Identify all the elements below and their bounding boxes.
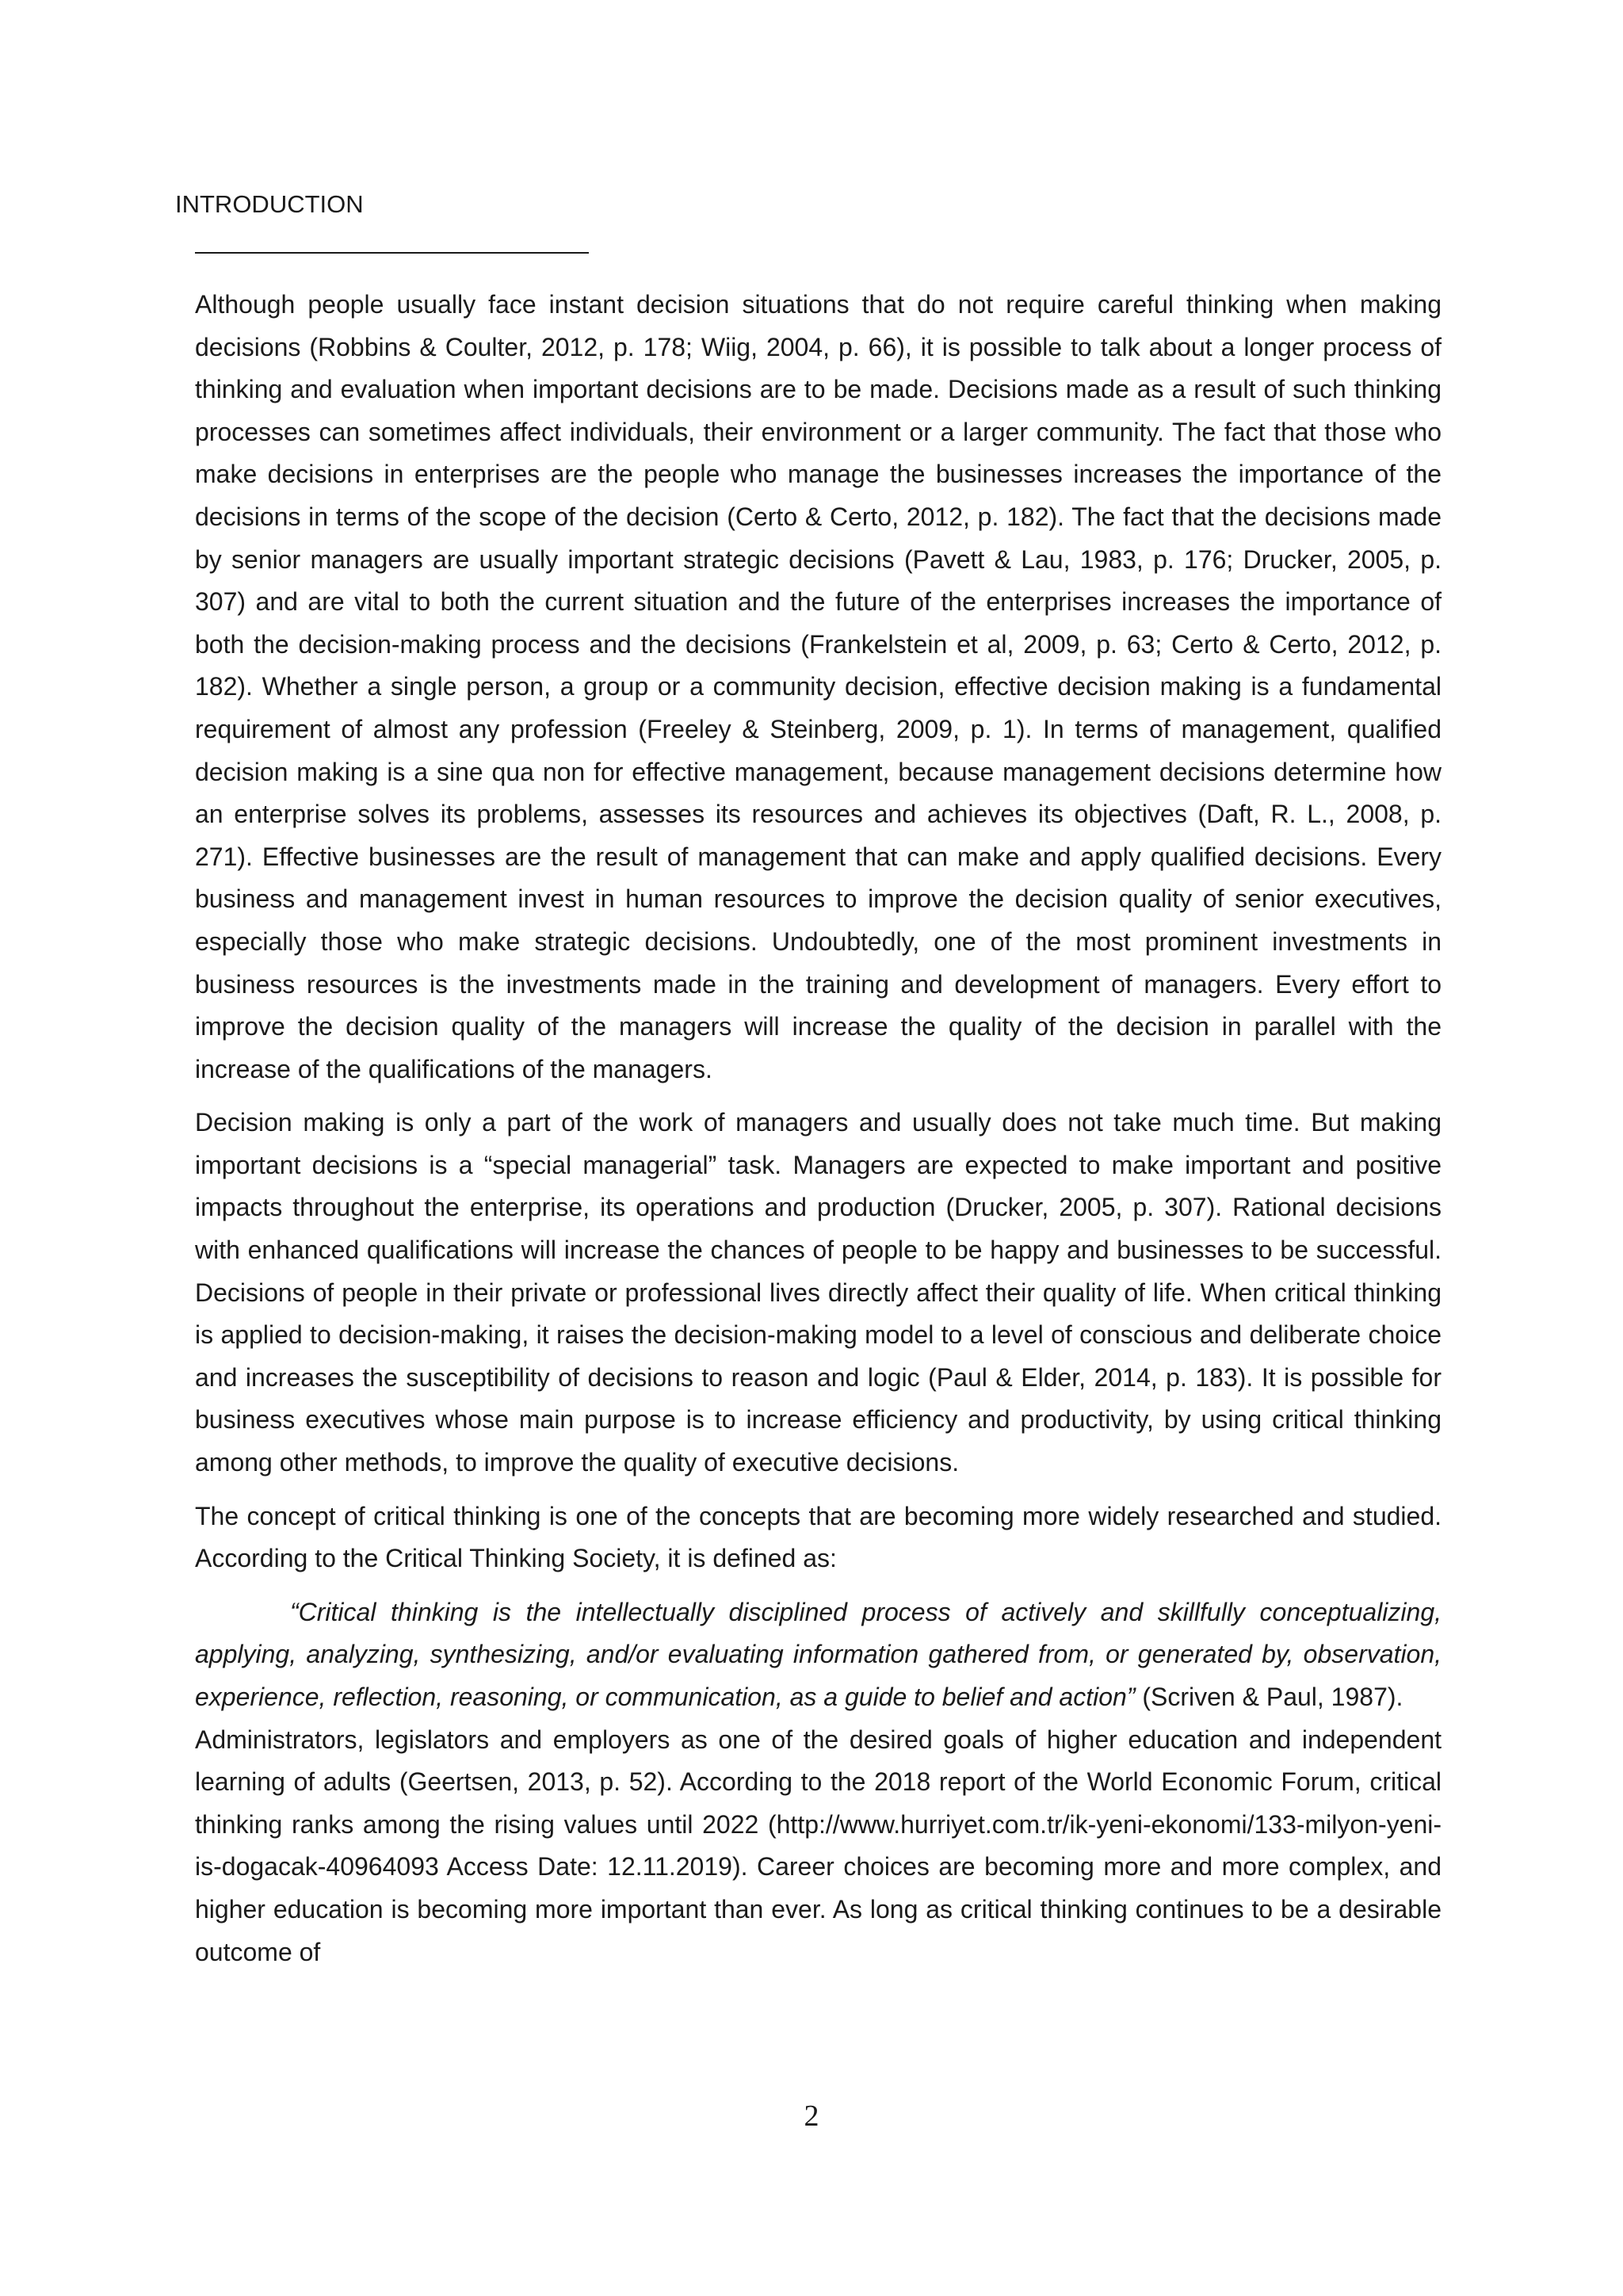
heading-underline	[195, 252, 589, 254]
page-number: 2	[804, 2099, 819, 2133]
section-heading: INTRODUCTION	[175, 190, 364, 218]
paragraph-3: The concept of critical thinking is one of the concepts that are becoming more widely researched and studied. According to the Critical Thinking Society, it is defined as:	[195, 1501, 1442, 1573]
paragraph-2: Decision making is only a part of the work of managers and usually does not take much time. But making important decisions is a “special managerial” task. Managers are expected to make important and positive impacts throughout the enterprise, its operations and production (Drucker, 2005, p. 307). Rational decisions with enhanced qualifications will increase the chances of people to be happy and businesses to be successful. Decisions of people in their private or professional lives directly affect their quality of life. When critical thinking is applied to decision-making, it raises the decision-making model to a level of conscious and deliberate choice and increases the susceptibility of decisions to reason and logic (Paul & Elder, 2014, p. 183). It is possible for business executives whose main purpose is to increase efficiency and productivity, by using critical thinking among other methods, to improve the quality of executive decisions.	[195, 1108, 1442, 1477]
body-text	[195, 284, 1442, 1985]
quote-citation: (Scriven & Paul, 1987).	[1135, 1683, 1403, 1711]
quote-text: “Critical thinking is the intellectually disciplined process of actively and skillfully conceptualizing, applying, analyzing, synthesizing, and/or evaluating information gathered from, or generated by, observation, experience, reflection, reasoning, or communication, as a guide to belief and action”	[195, 1597, 1442, 1711]
definition-quote	[195, 1591, 1442, 1719]
paragraph-1: Although people usually face instant decision situations that do not require careful thinking when making decisions (Robbins & Coulter, 2012, p. 178; Wiig, 2004, p. 66), it is possible to talk about a longer process of thinking and evaluation when important decisions are to be made. Decisions made as a result of such thinking processes can sometimes affect individuals, their environment or a larger community. The fact that those who make decisions in enterprises are the people who manage the businesses increases the importance of the decisions in terms of the scope of the decision (Certo & Certo, 2012, p. 182). The fact that the decisions made by senior managers are usually important strategic decisions (Pavett & Lau, 1983, p. 176; Drucker, 2005, p. 307) and are vital to both the current situation and the future of the enterprises increases the importance of both the decision-making process and the decisions (Frankelstein et al, 2009, p. 63; Certo & Certo, 2012, p. 182). Whether a single person, a group or a community decision, effective decision making is a fundamental requirement of almost any profession (Freeley & Steinberg, 2009, p. 1). In terms of management, qualified decision making is a sine qua non for effective management, because management decisions determine how an enterprise solves its problems, assesses its resources and achieves its objectives (Daft, R. L., 2008, p. 271). Effective businesses are the result of management that can make and apply qualified decisions. Every business and management invest in human resources to improve the decision quality of senior executives, especially those who make strategic decisions. Undoubtedly, one of the most prominent investments in business resources is the investments made in the training and development of managers. Every effort to improve the decision quality of the managers will increase the quality of the decision in parallel with the increase of the qualifications of the managers.	[195, 290, 1442, 1083]
paragraph-4: Administrators, legislators and employers as one of the desired goals of higher education and independent learning of adults (Geertsen, 2013, p. 52). According to the 2018 report of the World Economic Forum, critical thinking ranks among the rising values until 2022 (http://www.hurriyet.com.tr/ik-yeni-ekonomi/133-milyon-yeni-is-dogacak-40964093 Access Date: 12.11.2019). Career choices are becoming more and more complex, and higher education is becoming more important than ever. As long as critical thinking continues to be a desirable outcome of	[195, 1725, 1442, 1966]
